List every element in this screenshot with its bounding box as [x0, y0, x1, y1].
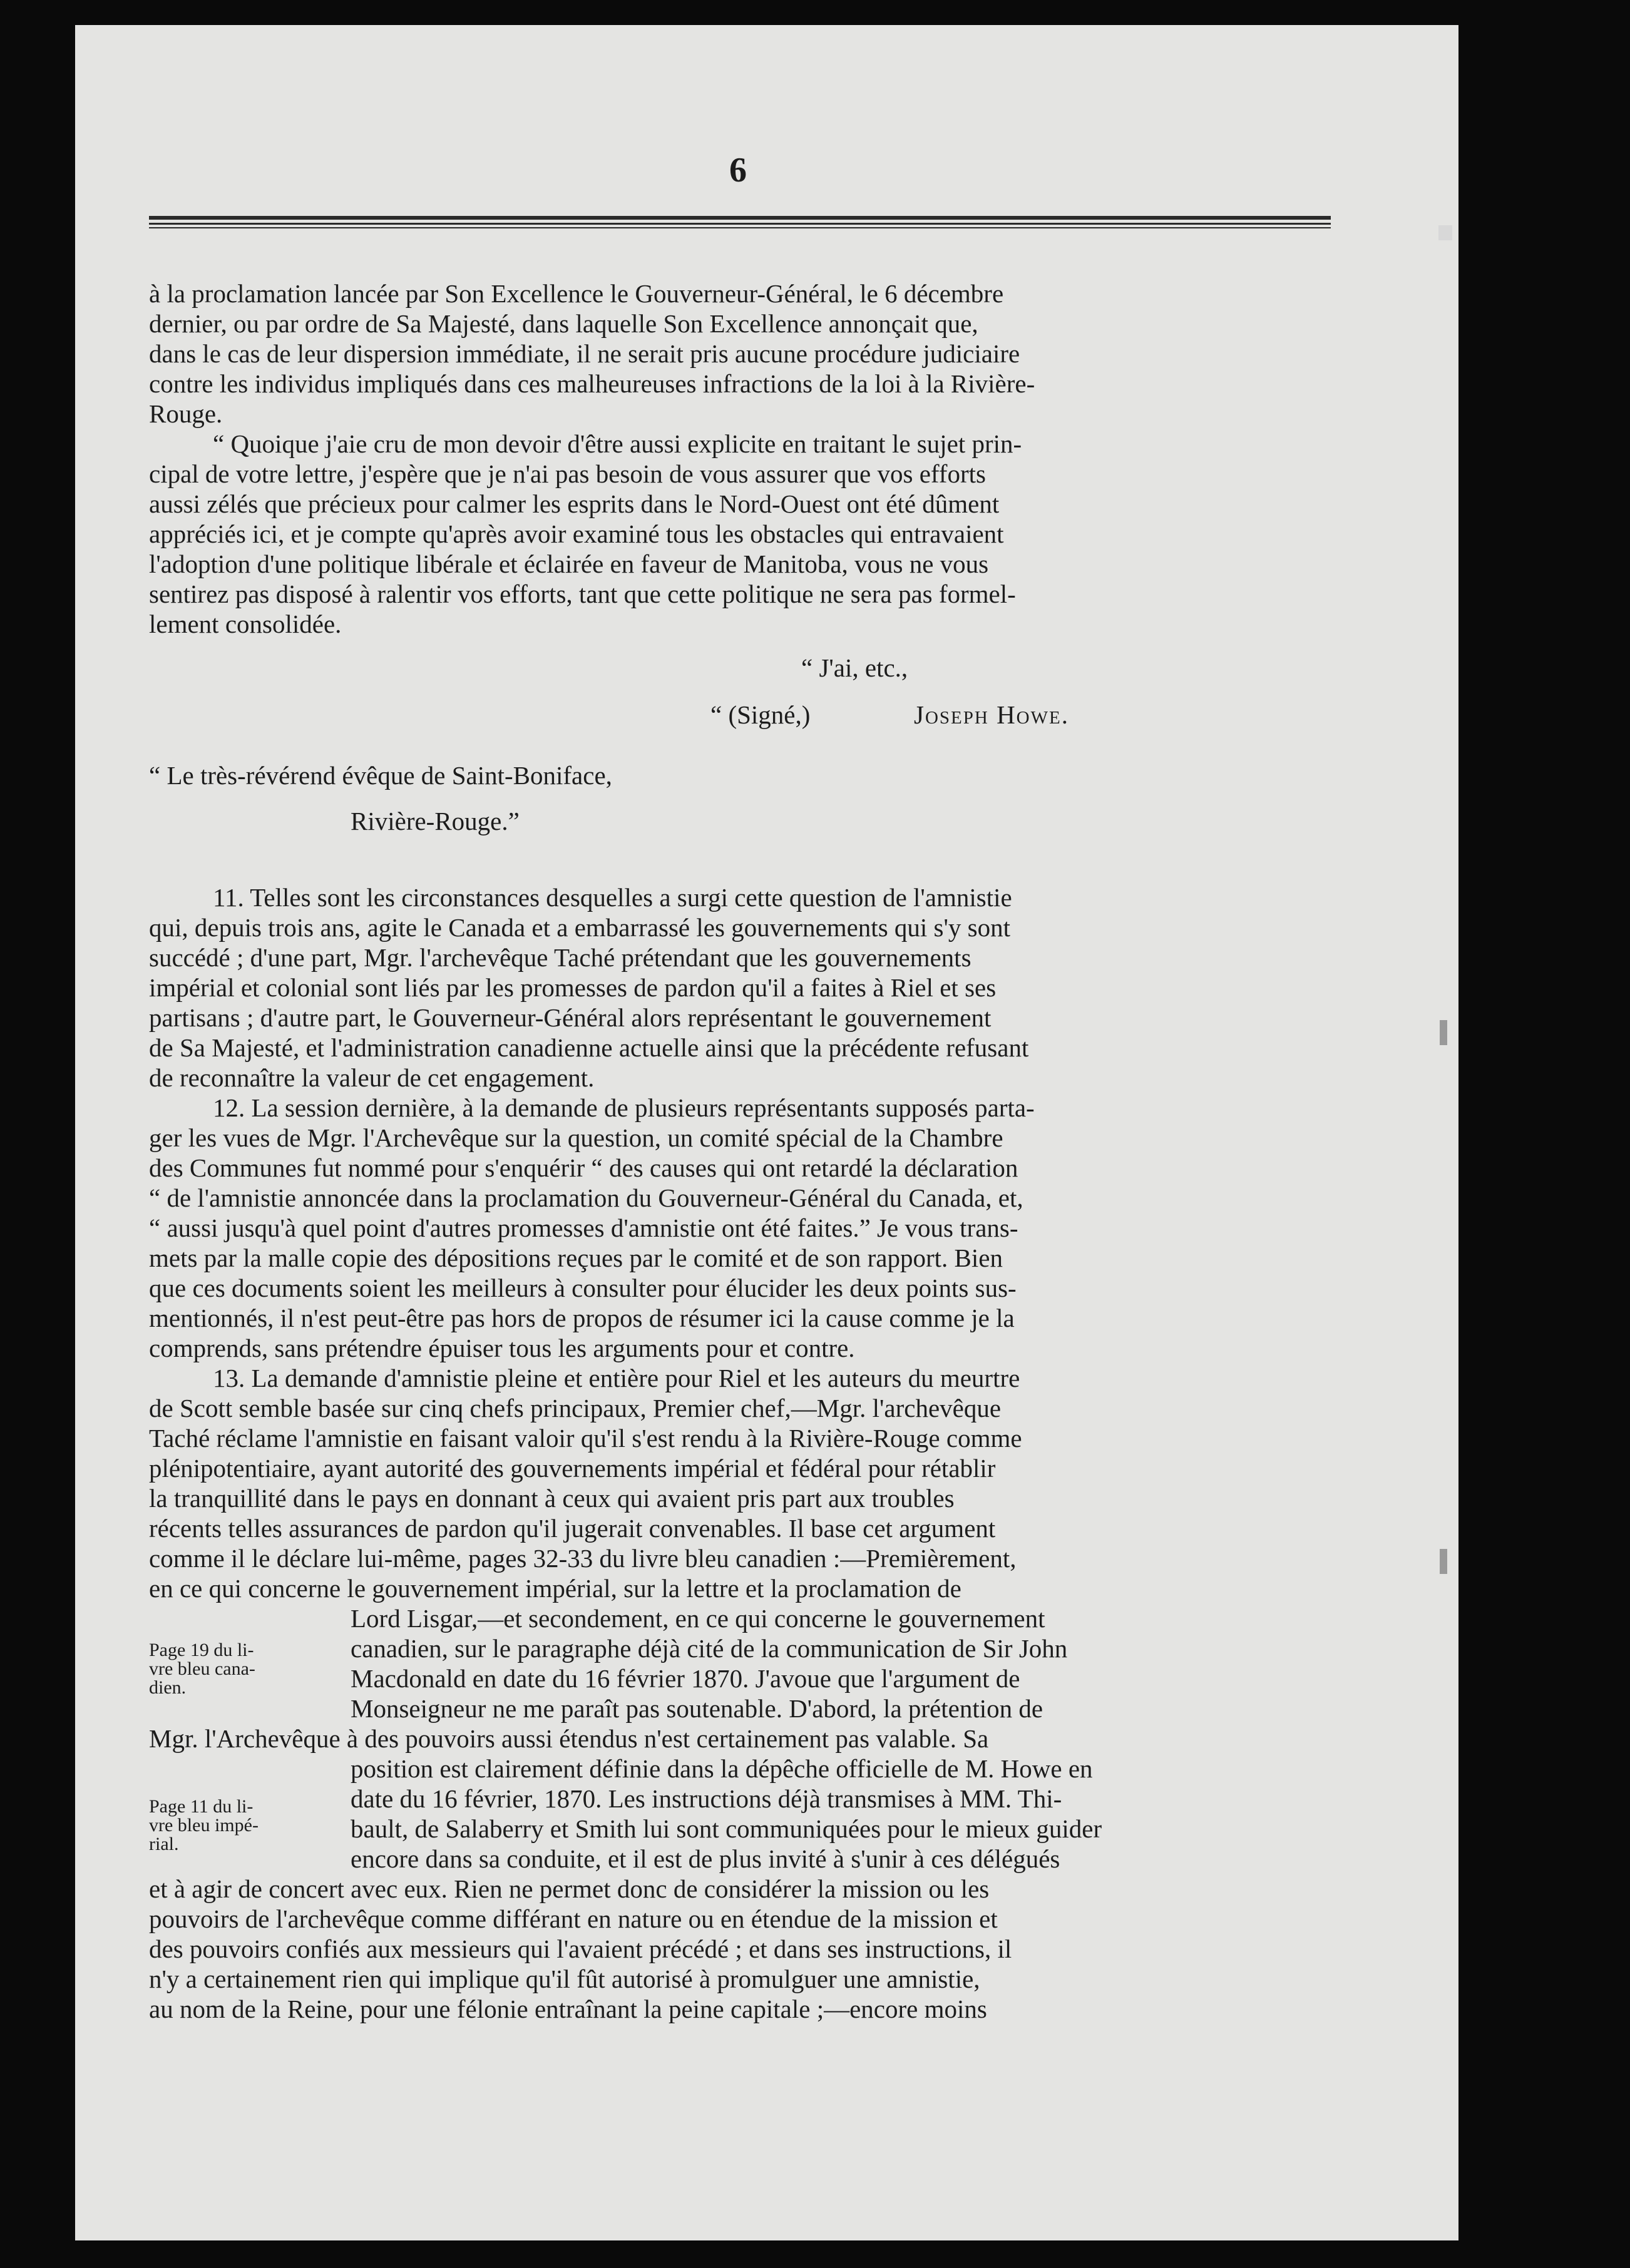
text-line: succédé ; d'une part, Mgr. l'archevêque Taché prétendant que les gouvernements: [149, 943, 971, 972]
text-line: Rouge.: [149, 399, 223, 428]
text-line: 12. La session dernière, à la demande de plusieurs représentants supposés parta-: [213, 1093, 1035, 1122]
edge-mark: [1438, 225, 1452, 240]
margin-note-line: rial.: [149, 1834, 179, 1854]
text-line: plénipotentiaire, ayant autorité des gouvernements impérial et fédéral pour rétablir: [149, 1454, 996, 1483]
edge-mark: [1440, 1549, 1447, 1574]
text-line: à la proclamation lancée par Son Excellence le Gouverneur-Général, le 6 décembre: [149, 279, 1004, 308]
text-line: Macdonald en date du 16 février 1870. J'avoue que l'argument de: [351, 1664, 1020, 1693]
text-line: de reconnaître la valeur de cet engagement.: [149, 1063, 595, 1092]
text-line: Monseigneur ne me paraît pas soutenable. D'abord, la prétention de: [351, 1694, 1043, 1723]
text-line: Mgr. l'Archevêque à des pouvoirs aussi étendus n'est certainement pas valable. Sa: [149, 1724, 989, 1753]
text-line: de Scott semble basée sur cinq chefs principaux, Premier chef,—Mgr. l'archevêque: [149, 1394, 1002, 1423]
header-rule: [149, 227, 1331, 228]
text-line: cipal de votre lettre, j'espère que je n'ai pas besoin de vous assurer que vos efforts: [149, 459, 986, 488]
text-line: appréciés ici, et je compte qu'après avoir examiné tous les obstacles qui entravaient: [149, 519, 1004, 548]
text-line: “ de l'amnistie annoncée dans la proclamation du Gouverneur-Général du Canada, et,: [149, 1183, 1023, 1212]
text-line: contre les individus impliqués dans ces malheureuses infractions de la loi à la Rivière-: [149, 369, 1035, 398]
addressee-line: Rivière-Rouge.”: [351, 807, 520, 835]
text-line: n'y a certainement rien qui implique qu'il fût autorisé à promulguer une amnistie,: [149, 1964, 980, 1993]
margin-note-line: Page 11 du li-: [149, 1796, 254, 1817]
text-line: Taché réclame l'amnistie en faisant valoir qu'il s'est rendu à la Rivière-Rouge comme: [149, 1424, 1022, 1453]
closing-line: “ J'ai, etc.,: [801, 653, 908, 682]
document-page: [75, 25, 1458, 2240]
text-line: mets par la malle copie des dépositions reçues par le comité et de son rapport. Bien: [149, 1244, 1003, 1272]
text-line: ger les vues de Mgr. l'Archevêque sur la question, un comité spécial de la Chambre: [149, 1123, 1003, 1152]
margin-note-line: vre bleu cana-: [149, 1658, 255, 1679]
text-line: sentirez pas disposé à ralentir vos efforts, tant que cette politique ne sera pas formel-: [149, 580, 1016, 608]
text-line: “ aussi jusqu'à quel point d'autres promesses d'amnistie ont été faites.” Je vous trans-: [149, 1213, 1018, 1242]
text-line: qui, depuis trois ans, agite le Canada et a embarrassé les gouvernements qui s'y sont: [149, 913, 1010, 942]
text-line: aussi zélés que précieux pour calmer les esprits dans le Nord-Ouest ont été dûment: [149, 489, 1000, 518]
text-line: en ce qui concerne le gouvernement impérial, sur la lettre et la proclamation de: [149, 1574, 961, 1603]
margin-note-line: vre bleu impé-: [149, 1815, 259, 1836]
text-line: comme il le déclare lui-même, pages 32-33 du livre bleu canadien :—Premièrement,: [149, 1544, 1017, 1573]
text-line: impérial et colonial sont liés par les promesses de pardon qu'il a faites à Riel et ses: [149, 973, 997, 1002]
edge-mark: [1440, 1020, 1447, 1045]
text-line: dans le cas de leur dispersion immédiate, il ne serait pris aucune procédure judiciaire: [149, 339, 1020, 368]
page-number: 6: [729, 151, 747, 190]
margin-note-line: dien.: [149, 1677, 187, 1698]
text-line: de Sa Majesté, et l'administration canadienne actuelle ainsi que la précédente refusant: [149, 1033, 1029, 1062]
text-line: comprends, sans prétendre épuiser tous les arguments pour et contre.: [149, 1334, 855, 1362]
signature-name: Joseph Howe.: [914, 700, 1069, 729]
text-line: dernier, ou par ordre de Sa Majesté, dans laquelle Son Excellence annonçait que,: [149, 309, 978, 338]
text-line: que ces documents soient les meilleurs à consulter pour élucider les deux points sus-: [149, 1274, 1017, 1302]
text-line: l'adoption d'une politique libérale et éclairée en faveur de Manitoba, vous ne vous: [149, 549, 989, 578]
addressee-line: “ Le très-révérend évêque de Saint-Boniface,: [149, 761, 612, 790]
text-line: bault, de Salaberry et Smith lui sont communiquées pour le mieux guider: [351, 1814, 1102, 1843]
text-line: des Communes fut nommé pour s'enquérir “ des causes qui ont retardé la déclaration: [149, 1153, 1018, 1182]
closing-signe: “ (Signé,): [710, 700, 811, 729]
text-line: 13. La demande d'amnistie pleine et entière pour Riel et les auteurs du meurtre: [213, 1364, 1020, 1392]
text-line: des pouvoirs confiés aux messieurs qui l'avaient précédé ; et dans ses instructions, il: [149, 1934, 1012, 1963]
text-line: “ Quoique j'aie cru de mon devoir d'être aussi explicite en traitant le sujet prin-: [213, 429, 1022, 458]
text-line: date du 16 février, 1870. Les instructions déjà transmises à MM. Thi-: [351, 1784, 1062, 1813]
text-line: la tranquillité dans le pays en donnant à ceux qui avaient pris part aux troubles: [149, 1484, 955, 1513]
text-line: encore dans sa conduite, et il est de plus invité à s'unir à ces délégués: [351, 1844, 1060, 1873]
text-line: récents telles assurances de pardon qu'il jugerait convenables. Il base cet argument: [149, 1514, 996, 1543]
text-line: partisans ; d'autre part, le Gouverneur-Général alors représentant le gouvernement: [149, 1003, 992, 1032]
margin-note-line: Page 19 du li-: [149, 1640, 254, 1660]
text-line: au nom de la Reine, pour une félonie entraînant la peine capitale ;—encore moins: [149, 1995, 987, 2023]
text-line: lement consolidée.: [149, 610, 342, 638]
header-rule: [149, 223, 1331, 225]
text-line: 11. Telles sont les circonstances desquelles a surgi cette question de l'amnistie: [213, 883, 1012, 912]
text-line: canadien, sur le paragraphe déjà cité de la communication de Sir John: [351, 1634, 1068, 1663]
text-line: position est clairement définie dans la dépêche officielle de M. Howe en: [351, 1754, 1093, 1783]
text-line: pouvoirs de l'archevêque comme différant en nature ou en étendue de la mission et: [149, 1904, 998, 1933]
text-line: et à agir de concert avec eux. Rien ne permet donc de considérer la mission ou les: [149, 1874, 990, 1903]
text-line: Lord Lisgar,—et secondement, en ce qui concerne le gouvernement: [351, 1604, 1045, 1633]
text-line: mentionnés, il n'est peut-être pas hors de propos de résumer ici la cause comme je la: [149, 1304, 1015, 1332]
header-rule: [149, 216, 1331, 220]
